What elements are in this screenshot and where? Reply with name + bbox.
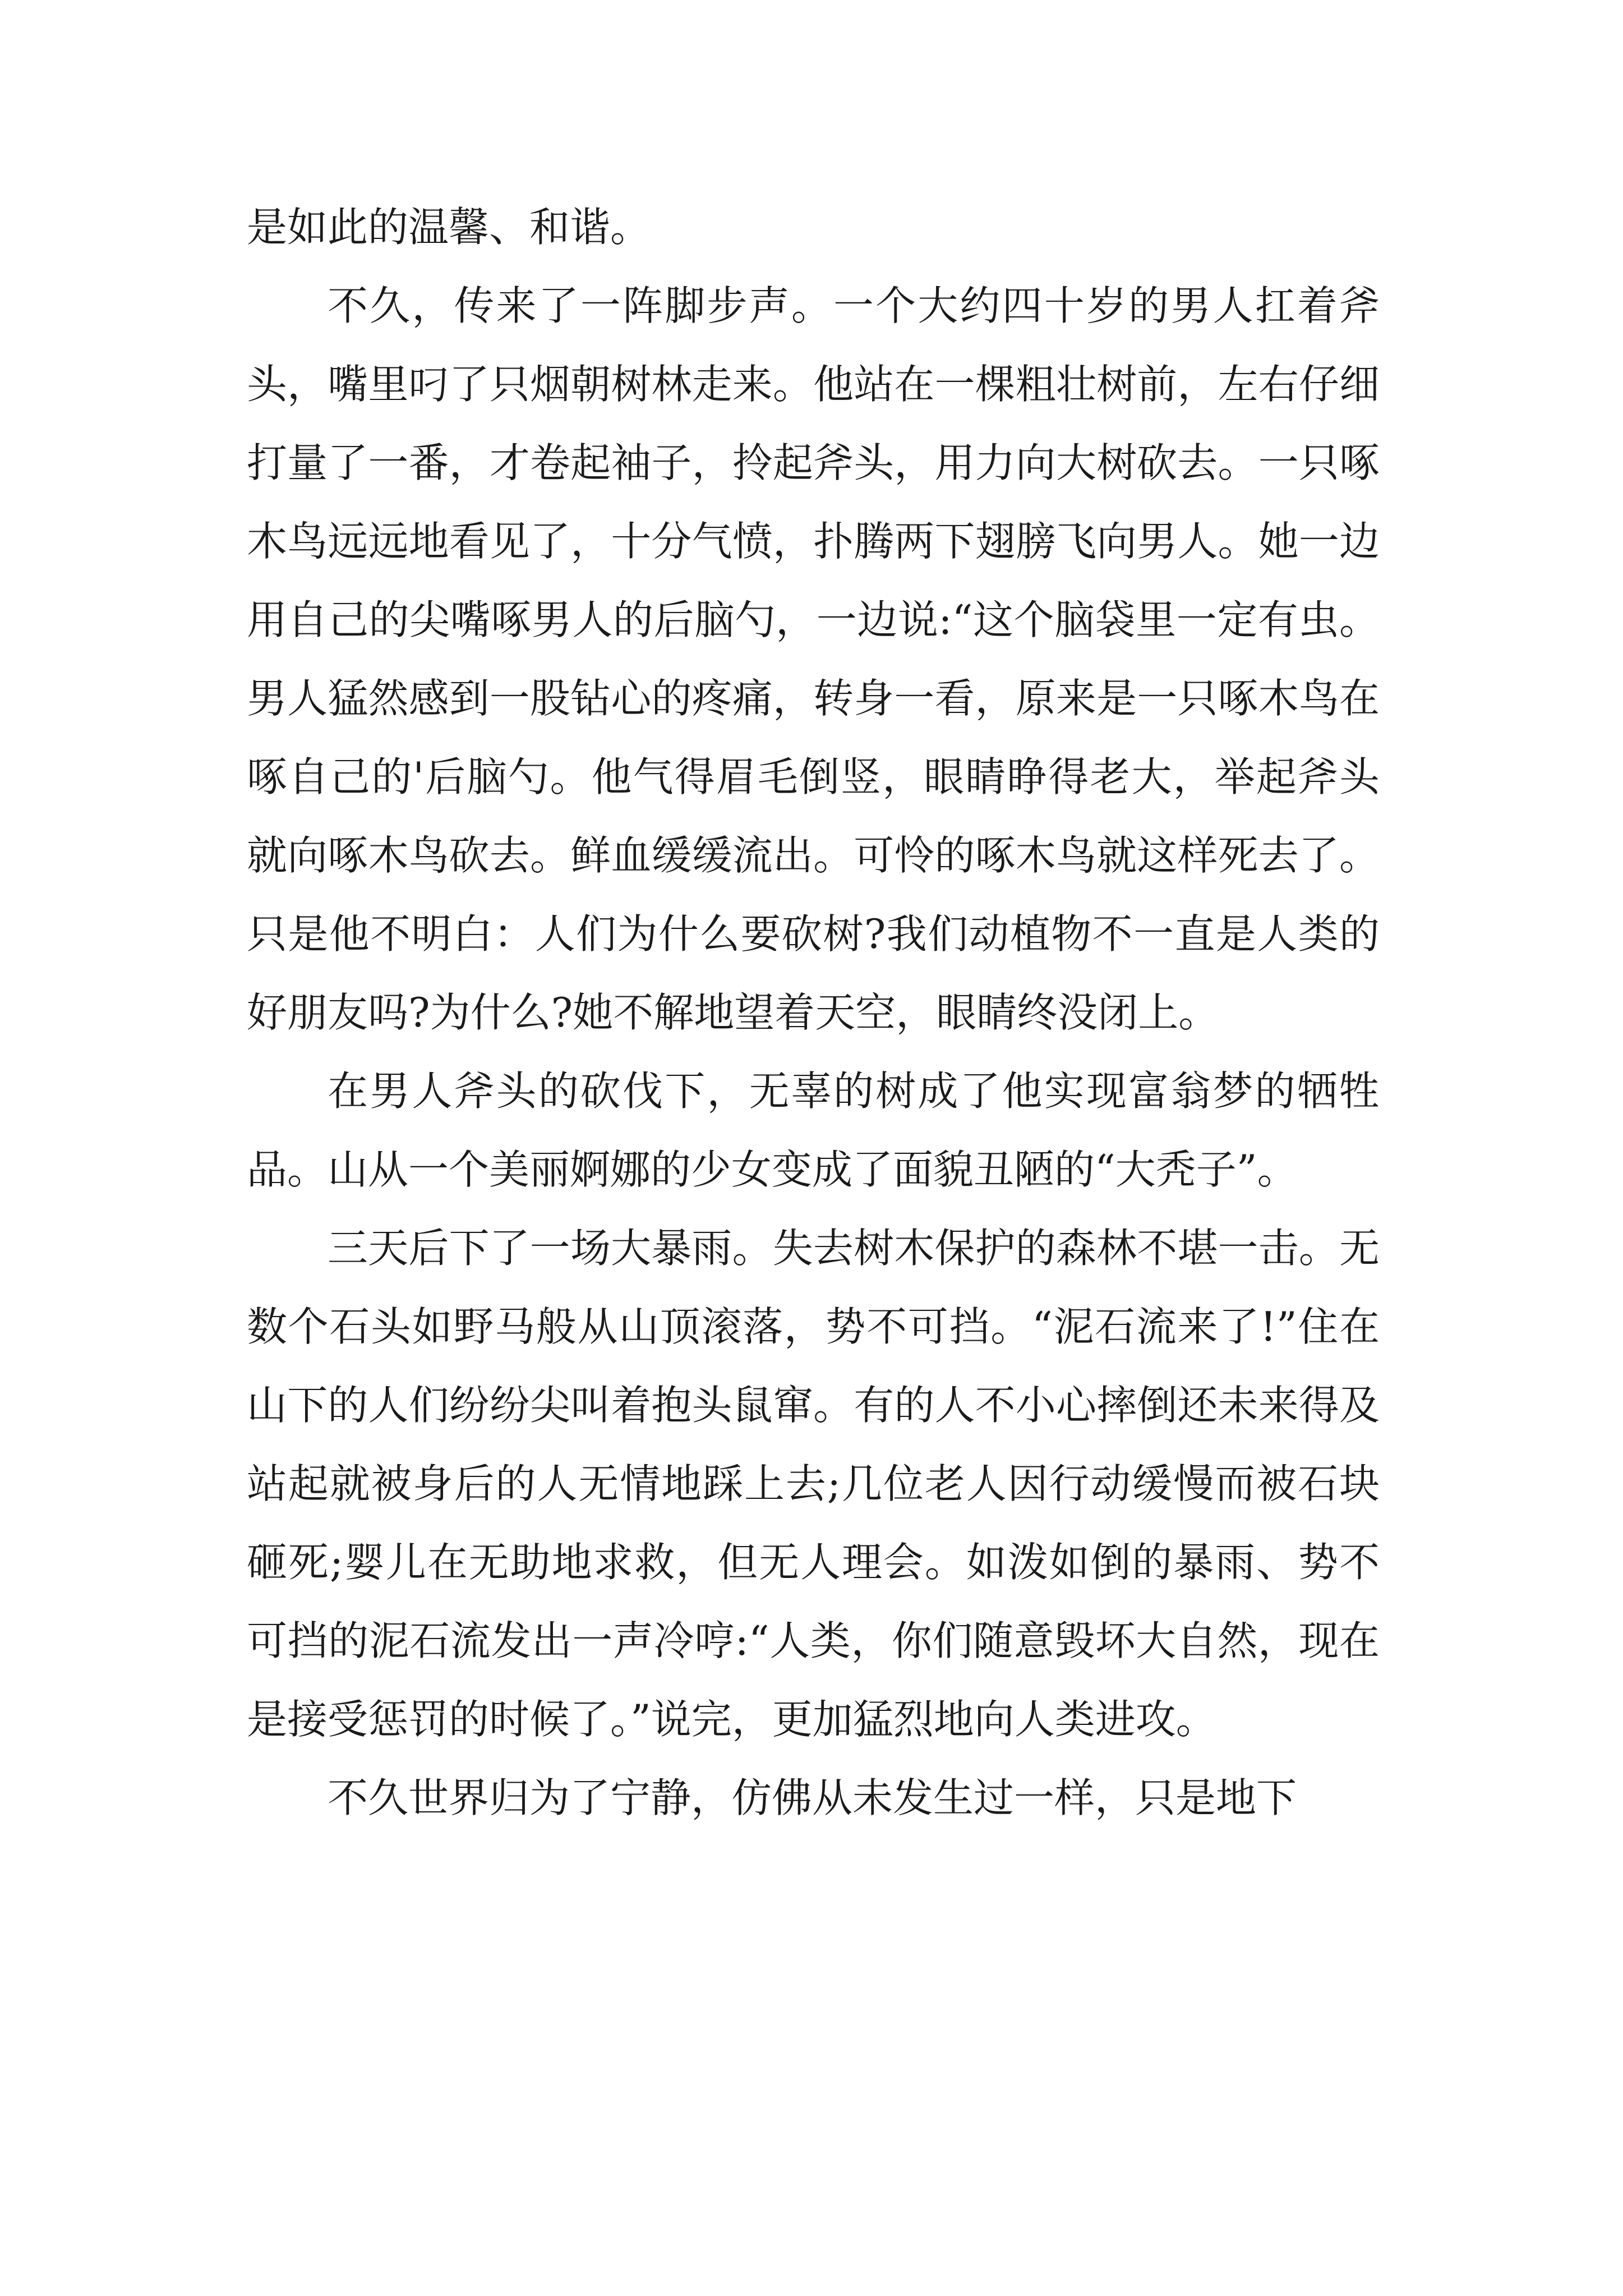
body-text bbox=[247, 188, 1380, 1837]
paragraph-4: 三天后下了一场大暴雨。失去树木保护的森林不堪一击。无数个石头如野马般从山顶滚落，势不可挡。“泥石流来了!”住在山下的人们纷纷尖叫着抱头鼠窜。有的人不小心摔倒还未来得及站起就被身后的人无情地踩上去;几位老人因行动缓慢而被石块砸死;婴儿在无助地求救，但无人理会。如泼如倒的暴雨、势不可挡的泥石流发出一声冷哼:“人类，你们随意毁坏大自然，现在是接受惩罚的时候了。”说完，更加猛烈地向人类进攻。 bbox=[247, 1225, 1380, 1743]
paragraph-1: 是如此的温馨、和谐。 bbox=[247, 204, 651, 251]
paragraph-2: 不久，传来了一阵脚步声。一个大约四十岁的男人扛着斧头，嘴里叼了只烟朝树林走来。他站在一棵粗壮树前，左右仔细打量了一番，才卷起袖子，拎起斧头，用力向大树砍去。一只啄木鸟远远地看见了，十分气愤，扑腾两下翅膀飞向男人。她一边用自己的尖嘴啄男人的后脑勺，一边说:“这个脑袋里一定有虫。男人猛然感到一股钻心的疼痛，转身一看，原来是一只啄木鸟在啄自己的'后脑勺。他气得眉毛倒竖，眼睛睁得老大，举起斧头就向啄木鸟砍去。鲜血缓缓流出。可怜的啄木鸟就这样死去了。只是他不明白：人们为什么要砍树?我们动植物不一直是人类的好朋友吗?为什么?她不解地望着天空，眼睛终没闭上。 bbox=[247, 282, 1380, 1036]
paragraph-5: 不久世界归为了宁静，仿佛从未发生过一样，只是地下 bbox=[328, 1774, 1297, 1821]
paragraph-3: 在男人斧头的砍伐下，无辜的树成了他实现富翁梦的牺牲品。山从一个美丽婀娜的少女变成了面貌丑陋的“大秃子”。 bbox=[247, 1068, 1380, 1193]
